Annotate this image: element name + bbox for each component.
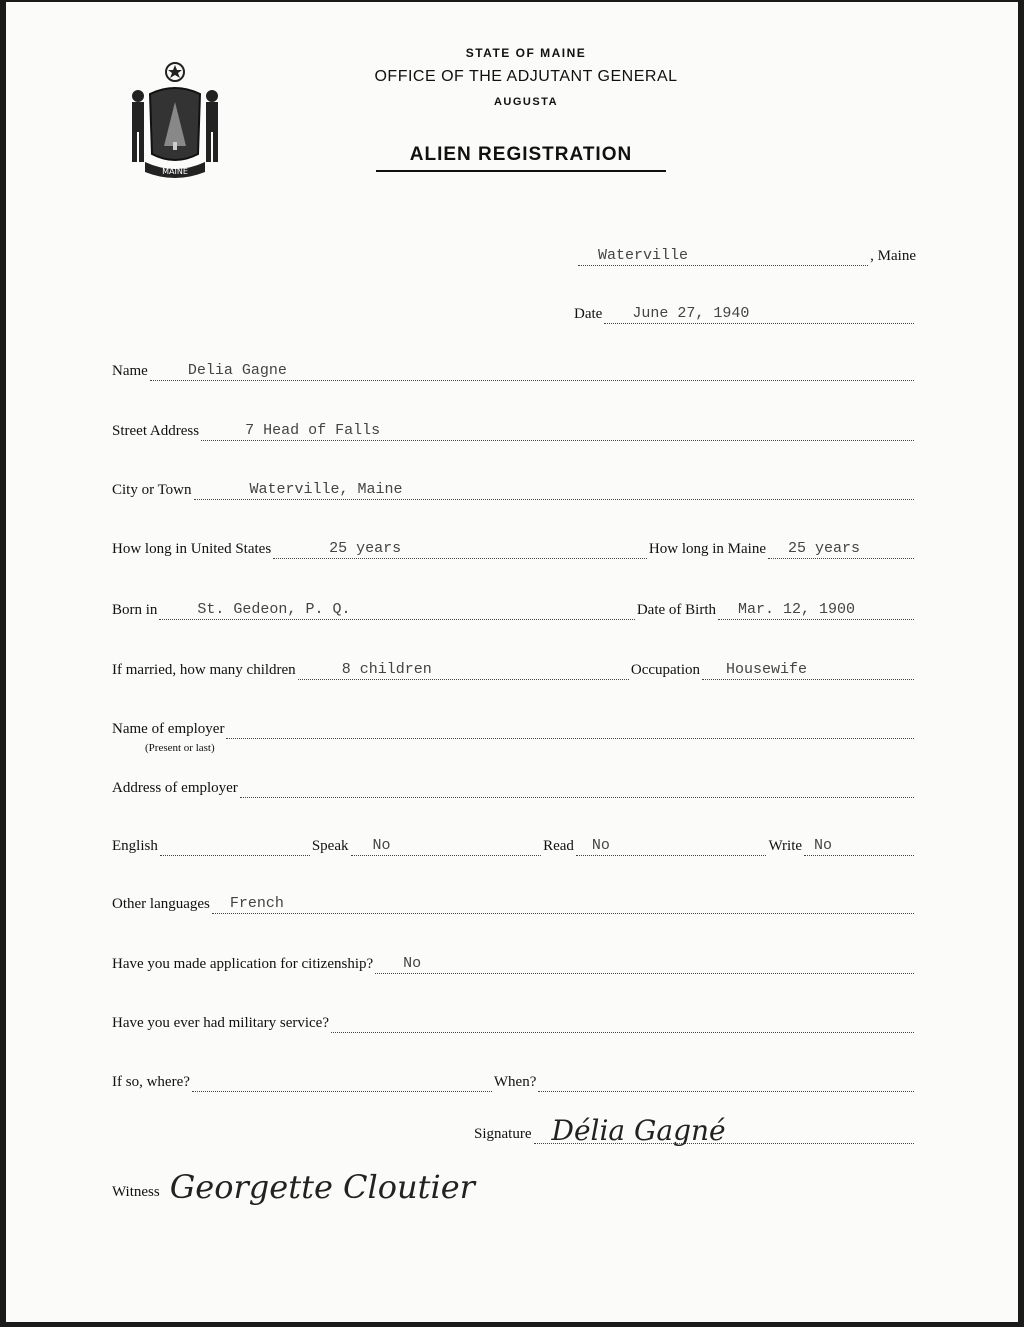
dob-value: Mar. 12, 1900 <box>738 601 856 618</box>
registration-form <box>6 2 1018 1322</box>
duration-row <box>112 537 916 559</box>
employer-sublabel: (Present or last) <box>145 742 215 754</box>
children-value: 8 children <box>341 661 432 678</box>
city-value: Waterville, Maine <box>249 481 403 498</box>
children-label: If married, how many children <box>112 662 296 678</box>
street-value: 7 Head of Falls <box>245 422 381 439</box>
city-row <box>112 478 916 500</box>
signature-value: Délia Gagné <box>551 1114 726 1147</box>
when-field[interactable] <box>538 1073 914 1092</box>
street-row <box>112 419 916 441</box>
dob-field[interactable] <box>718 601 914 620</box>
military-field[interactable] <box>331 1014 914 1033</box>
city-heading: AUGUSTA <box>493 96 559 108</box>
where-field[interactable] <box>192 1073 492 1092</box>
family-row <box>112 658 916 680</box>
signature-label: Signature <box>474 1126 532 1142</box>
employer-label: Name of employer <box>112 721 225 737</box>
date-label: Date <box>574 306 603 322</box>
street-label: Street Address <box>112 423 200 439</box>
us-duration-label: How long in United States <box>112 541 272 557</box>
place-field[interactable] <box>578 247 868 266</box>
state-heading: STATE OF MAINE <box>465 46 587 60</box>
signature-row <box>474 1114 916 1147</box>
witness-value: Georgette Cloutier <box>169 1168 475 1206</box>
maine-duration-value: 25 years <box>788 540 861 557</box>
witness-row <box>112 1168 532 1206</box>
other-languages-value: French <box>229 895 284 912</box>
write-field[interactable] <box>804 837 914 856</box>
employer-address-field[interactable] <box>240 779 914 798</box>
children-field[interactable] <box>298 661 629 680</box>
witness-field[interactable] <box>162 1168 530 1206</box>
city-label: City or Town <box>112 482 192 498</box>
other-languages-field[interactable] <box>212 895 914 914</box>
employer-row <box>112 717 916 739</box>
write-label: Write <box>768 838 803 854</box>
occupation-label: Occupation <box>630 662 700 678</box>
us-duration-value: 25 years <box>329 540 402 557</box>
citizenship-label: Have you made application for citizenship? <box>112 956 374 972</box>
born-field[interactable] <box>159 601 634 620</box>
citizenship-row <box>112 952 916 974</box>
speak-label: Speak <box>311 838 349 854</box>
write-value: No <box>814 837 833 854</box>
speak-value: No <box>372 837 391 854</box>
employer-address-row <box>112 776 916 798</box>
birth-row <box>112 598 916 620</box>
place-row <box>576 244 916 266</box>
read-label: Read <box>543 838 574 854</box>
form-title: ALIEN REGISTRATION <box>376 144 666 172</box>
place-suffix: , Maine <box>870 248 916 264</box>
name-row <box>112 359 916 381</box>
read-value: No <box>591 837 610 854</box>
date-value: June 27, 1940 <box>632 305 750 322</box>
name-value: Delia Gagne <box>187 362 287 379</box>
name-label: Name <box>112 363 148 379</box>
office-heading: OFFICE OF THE ADJUTANT GENERAL <box>374 68 678 85</box>
other-languages-label: Other languages <box>112 896 210 912</box>
when-label: When? <box>493 1074 537 1090</box>
maine-state-seal-icon <box>120 54 230 184</box>
name-field[interactable] <box>150 362 914 381</box>
english-label: English <box>112 838 158 854</box>
us-duration-field[interactable] <box>273 540 647 559</box>
place-value: Waterville <box>598 247 689 264</box>
other-languages-row <box>112 892 916 914</box>
military-label: Have you ever had military service? <box>112 1015 329 1031</box>
occupation-value: Housewife <box>726 661 808 678</box>
english-field <box>160 837 310 856</box>
employer-field[interactable] <box>226 720 914 739</box>
date-row <box>574 302 916 324</box>
speak-field[interactable] <box>351 837 542 856</box>
dob-label: Date of Birth <box>636 602 716 618</box>
witness-label: Witness <box>112 1184 160 1200</box>
citizenship-field[interactable] <box>375 955 914 974</box>
where-label: If so, where? <box>112 1074 190 1090</box>
military-row <box>112 1011 916 1033</box>
street-field[interactable] <box>201 422 914 441</box>
citizenship-value: No <box>403 955 422 972</box>
signature-field[interactable] <box>534 1114 915 1147</box>
maine-duration-label: How long in Maine <box>648 541 766 557</box>
service-row <box>112 1070 916 1092</box>
read-field[interactable] <box>576 837 767 856</box>
maine-duration-field[interactable] <box>768 540 914 559</box>
english-row <box>112 834 916 856</box>
seal-banner-text: MAINE <box>162 167 188 176</box>
employer-address-label: Address of employer <box>112 780 238 796</box>
born-value: St. Gedeon, P. Q. <box>197 601 351 618</box>
occupation-field[interactable] <box>702 661 914 680</box>
born-label: Born in <box>112 602 158 618</box>
date-field[interactable] <box>604 305 914 324</box>
city-field[interactable] <box>194 481 914 500</box>
